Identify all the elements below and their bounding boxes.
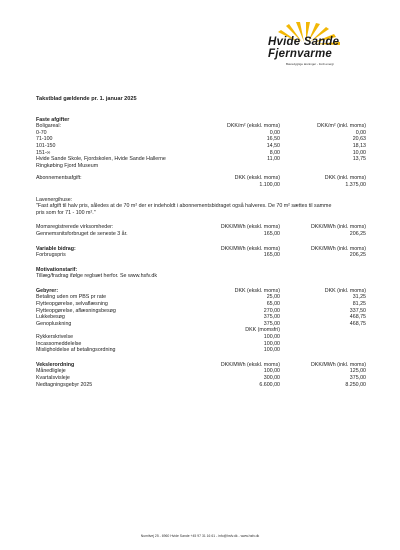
- variable-section: [36, 246, 366, 259]
- table-row: [36, 368, 366, 375]
- row-label: Nedtagningsgebyr 2025: [36, 381, 93, 388]
- fees-subheader: [36, 327, 366, 334]
- vat-row-label: Gennemsnitsforbruget de seneste 3 år.: [36, 230, 128, 237]
- motivation-text: Tillæg/fradrag ifølge reglsæt herfor. Se www.hsfv.dk: [36, 273, 157, 280]
- variable-col-incl: DKK/MWh (inkl. moms): [310, 245, 366, 252]
- row-value-excl: 6.600,00: [259, 381, 280, 388]
- vat-col-excl: DKK/MWh (ekskl. moms): [220, 224, 280, 231]
- table-row: [36, 308, 366, 315]
- tariff-document: [36, 96, 366, 388]
- row-value-excl: 375,00: [263, 320, 280, 327]
- fixed-fees-header: [36, 123, 366, 130]
- table-row: [36, 334, 366, 341]
- motivation-title: Motivationstarif:: [36, 266, 78, 273]
- subscription-values: [36, 182, 366, 189]
- table-row: [36, 375, 366, 382]
- col-excl-header: DKK/m² (ekskl. moms): [227, 123, 280, 130]
- row-value-excl: 375,00: [263, 314, 280, 321]
- vat-label: Momsregistrerede virksomheder:: [36, 224, 114, 231]
- logo-line2: Fjernvarme: [268, 48, 333, 60]
- row-label: Ringkøbing Fjord Museum: [36, 162, 99, 169]
- table-row: [36, 341, 366, 348]
- vat-col-incl: DKK/MWh (inkl. moms): [310, 224, 366, 231]
- logo-line1: Hvide Sande: [268, 36, 340, 48]
- row-value-excl: 100,00: [263, 347, 280, 354]
- vat-registered-section: [36, 224, 366, 237]
- variable-col-excl: DKK/MWh (ekskl. moms): [220, 245, 280, 252]
- row-value-excl: 65,00: [266, 301, 280, 308]
- row-value-incl: 8.250,00: [345, 381, 366, 388]
- table-row: [36, 156, 366, 163]
- document-title: Takstblad gældende pr. 1. januar 2025: [36, 96, 137, 102]
- variable-row-excl: 165,00: [263, 252, 280, 259]
- row-label: 0-70: [36, 129, 47, 136]
- table-row: [36, 136, 366, 143]
- row-value-incl: 337,50: [349, 307, 366, 314]
- row-value-excl: 11,00: [267, 156, 280, 163]
- row-label: Flytteopgørelse, selvaflæsning: [36, 301, 108, 308]
- table-row: [36, 301, 366, 308]
- row-value-excl: 100,00: [263, 368, 280, 375]
- low-energy-title: Lavenergihuse:: [36, 196, 73, 203]
- row-value-incl: 125,00: [349, 368, 366, 375]
- table-row: [36, 314, 366, 321]
- row-value-excl: 8,00: [269, 149, 280, 156]
- row-value-excl: 25,00: [266, 294, 280, 301]
- row-value-incl: 20,63: [352, 136, 366, 143]
- row-value-incl: 81,25: [352, 301, 366, 308]
- table-row: [36, 382, 366, 389]
- table-row: [36, 294, 366, 301]
- vat-row-excl: 165,00: [263, 230, 280, 237]
- row-label: Lukkebesøg: [36, 314, 65, 321]
- vat-header: [36, 224, 366, 231]
- motivation-section: [36, 267, 366, 280]
- exchanger-col-excl: DKK/MWh (ekskl. moms): [220, 361, 280, 368]
- row-label: 151-∞: [36, 149, 51, 156]
- row-label: Incassomeddelelse: [36, 340, 82, 347]
- subscription-header: [36, 175, 366, 182]
- company-logo: [256, 22, 362, 84]
- variable-label: Variable bidrag:: [36, 245, 76, 252]
- variable-header: [36, 246, 366, 253]
- row-value-incl: 10,00: [352, 149, 366, 156]
- row-value-excl: 14,50: [266, 142, 280, 149]
- fees-col-incl: DKK (inkl. moms): [324, 287, 366, 294]
- variable-row: [36, 252, 366, 259]
- table-row: [36, 143, 366, 150]
- row-value-incl: 0,00: [355, 129, 366, 136]
- vat-row-incl: 206,25: [349, 230, 366, 237]
- row-value-incl: 468,75: [349, 320, 366, 327]
- table-row: [36, 130, 366, 137]
- logo-tagline: Bæredygtige løsninger - fordi energi: [286, 62, 334, 66]
- exchanger-header: [36, 362, 366, 369]
- fees-vat-free-header: DKK (momsfri): [245, 327, 280, 334]
- area-label: Boligareal:: [36, 123, 62, 130]
- row-label: Rykkerskrivelse: [36, 334, 74, 341]
- col-incl-header: DKK/m² (inkl. moms): [317, 123, 366, 130]
- exchanger-section: [36, 362, 366, 388]
- table-row: [36, 163, 366, 170]
- table-row: [36, 321, 366, 328]
- row-label: Flytteopgørelse, aflæsningsbesøg: [36, 307, 116, 314]
- subscription-label: Abonnementsafgift:: [36, 175, 82, 182]
- fees-label: Gebyrer:: [36, 287, 59, 294]
- exchanger-label: Vekslerordning: [36, 361, 75, 368]
- row-label: Månedligleje: [36, 368, 66, 375]
- row-value-incl: 468,75: [349, 314, 366, 321]
- variable-row-incl: 206,25: [349, 252, 366, 259]
- fixed-fees-title: Faste afgifter: [36, 116, 70, 123]
- low-energy-text: "Fast afgift til halv pris, således at de 70 m² der er indeholdt i abonnementsbidraget også halveres. De 70 m² sættes til samme pris som for 71 - 100 m².": [36, 203, 332, 216]
- page-footer: Numitvej 25 - 6960 Hvide Sande +45 97 31 16 61 - info@hsfv.dk - www.hsfv.dk: [140, 534, 260, 538]
- row-value-incl: 31,25: [352, 294, 366, 301]
- low-energy-section: [36, 197, 366, 217]
- row-label: 101-150: [36, 142, 56, 149]
- exchanger-col-incl: DKK/MWh (inkl. moms): [310, 361, 366, 368]
- fees-col-excl: DKK (ekskl. moms): [234, 287, 280, 294]
- row-label: Genopluskning: [36, 320, 72, 327]
- vat-row: [36, 231, 366, 238]
- row-value-excl: 100,00: [263, 340, 280, 347]
- row-value-incl: 18,13: [352, 142, 366, 149]
- fees-header: [36, 288, 366, 295]
- row-value-excl: 0,00: [269, 129, 280, 136]
- fees-section: [36, 288, 366, 354]
- table-row: [36, 347, 366, 354]
- row-label: Betaling uden om PBS pr rate: [36, 294, 107, 301]
- row-value-excl: 100,00: [263, 334, 280, 341]
- row-value-excl: 300,00: [263, 375, 280, 381]
- row-label: Kvartalsvisleje: [36, 375, 70, 381]
- fixed-fees-section: [36, 117, 366, 189]
- subscription-excl: 1.100,00: [259, 181, 280, 188]
- subscription-col-incl: DKK (inkl. moms): [324, 175, 366, 182]
- row-label: Misligholdelse af betalingsordning: [36, 347, 116, 354]
- row-label: Hvide Sande Skole, Fjordskolen, Hvide Sande Hallerne: [36, 156, 166, 163]
- subscription-col-excl: DKK (ekskl. moms): [234, 175, 280, 182]
- subscription-incl: 1.375,00: [345, 181, 366, 188]
- variable-row-label: Forbrugspris: [36, 252, 66, 259]
- row-label: 71-100: [36, 136, 53, 143]
- row-value-incl: 13,75: [352, 156, 366, 163]
- row-value-excl: 16,50: [266, 136, 280, 143]
- table-row: [36, 150, 366, 157]
- row-value-excl: 270,00: [263, 307, 280, 314]
- row-value-incl: 375,00: [349, 375, 366, 381]
